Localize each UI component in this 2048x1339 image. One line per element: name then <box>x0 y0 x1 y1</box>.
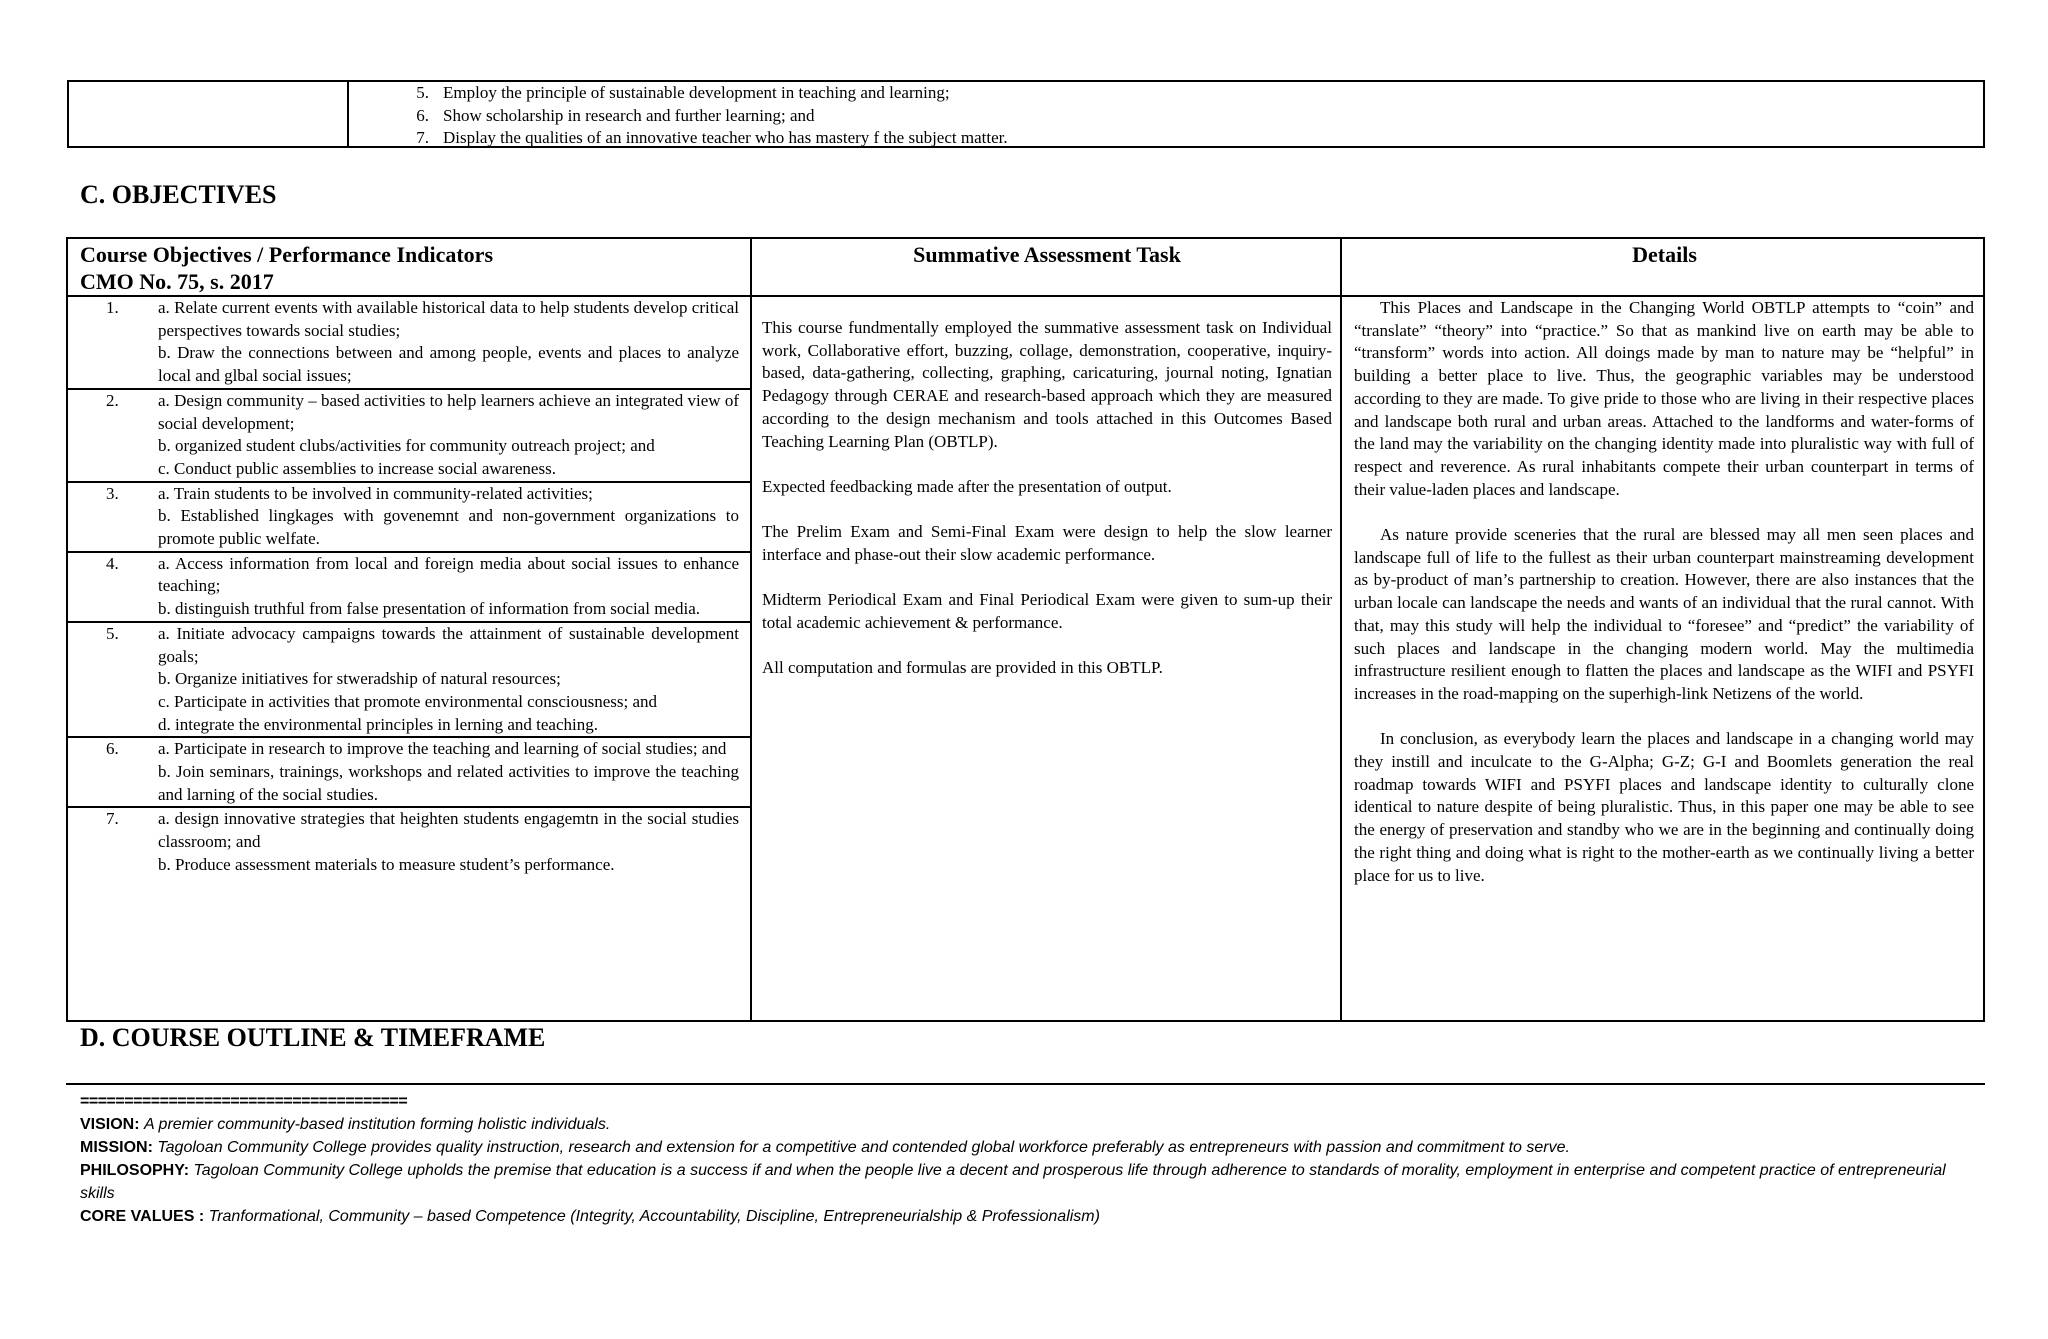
objective-body <box>158 297 739 388</box>
objective-number: 3. <box>106 483 119 503</box>
program-outcome-number: 5. <box>416 83 429 102</box>
section-d-title: D. COURSE OUTLINE & TIMEFRAME <box>80 1023 546 1052</box>
column-divider <box>1340 239 1342 1020</box>
objective-line: a. Access information from local and foreign media about social issues to enhance teaching; <box>158 553 739 596</box>
objective-line: b. organized student clubs/activities for community outreach project; and <box>158 436 655 456</box>
header-details: Details <box>1632 242 1697 267</box>
summative-paragraph: Midterm Periodical Exam and Final Periodical Exam were given to sum-up their total academic achievement & performance. <box>762 590 1332 633</box>
objective-line: a. Participate in research to improve the teaching and learning of social studies; and <box>158 739 727 759</box>
program-outcomes-list <box>399 82 1008 150</box>
details-paragraph: In conclusion, as everybody learn the places and landscape in a changing world may they instill and inculcate to the G-Alpha; G-Z; G-I and Boomlets generation the real roadmap towards WIFI and PSYFI places and landscape identity to culturally clone identical to nature despite of being pluralistic. Thus, in this paper one may be able to see the energy of preservation and standby who we are in the beginning and continually doing the right thing and doing what is right to the mother-earth as we continually living a better place for us to live. <box>1354 729 1974 885</box>
header-summative: Summative Assessment Task <box>913 242 1181 267</box>
objective-row <box>68 738 751 808</box>
objective-line: b. distinguish truthful from false presentation of information from social media. <box>158 599 700 619</box>
objective-line: c. Participate in activities that promote environmental consciousness; and <box>158 691 658 711</box>
footer-separator: ===================================== <box>80 1093 408 1110</box>
objective-line: b. Draw the connections between and among people, events and places to analyze local and glbal social issues; <box>158 343 739 386</box>
objective-number: 4. <box>106 553 119 573</box>
objective-row <box>68 553 751 623</box>
objective-number: 7. <box>106 809 119 829</box>
objective-body <box>158 808 739 876</box>
objective-line: b. Join seminars, trainings, workshops and related activities to improve the teaching and larning of the social studies. <box>158 762 739 804</box>
objective-line: c. Conduct public assemblies to increase social awareness. <box>158 458 556 478</box>
objective-number: 6. <box>106 739 119 759</box>
objective-number: 1. <box>106 298 119 317</box>
objective-line: d. integrate the environmental principles in lerning and teaching. <box>158 714 598 734</box>
objective-line: a. Relate current events with available historical data to help students develop critical perspectives towards social studies; <box>158 298 739 340</box>
objective-line: a. Initiate advocacy campaigns towards the attainment of sustainable development goals; <box>158 623 739 666</box>
objective-line: a. Design community – based activities to help learners achieve an integrated view of social development; <box>158 390 739 433</box>
philosophy-label: PHILOSOPHY: <box>80 1162 190 1179</box>
core-values-line <box>80 1205 1960 1228</box>
mission-label: MISSION: <box>80 1139 153 1156</box>
vision-label: VISION: <box>80 1116 140 1133</box>
objectives-table <box>66 237 1985 1022</box>
program-outcome-number: 6. <box>416 105 429 125</box>
objective-body <box>158 553 739 621</box>
objective-row <box>68 483 751 553</box>
details-text <box>1354 297 1974 910</box>
core-values-label: CORE VALUES : <box>80 1208 205 1225</box>
objective-line: a. design innovative strategies that heighten students engagemtn in the social studies classroom; and <box>158 809 739 852</box>
objectives-list <box>68 297 751 928</box>
details-paragraph: This Places and Landscape in the Changing World OBTLP attempts to “coin” and “translate” “theory” into “practice.” So that as mankind live on earth may be able to “transform” words into action. All doings made by man to nature may be “helpful” in building a better place to live. Thus, the geographic variables may be understood according to they are made. To give pride to those who are living in their respective places and landscape both rural and urban areas. Attached to the landforms and water-forms of the land may the variability on the changing identity made into pluralistic way with full of respect and reverence. As rural inhabitants compete their urban counterpart in terms of their value-laden places and landscape. <box>1354 298 1974 499</box>
objective-body <box>158 483 739 551</box>
footer-rule <box>66 1083 1985 1085</box>
footer <box>80 1090 1960 1228</box>
philosophy-line <box>80 1159 1960 1205</box>
header-col1-line1: Course Objectives / Performance Indicators <box>80 242 494 267</box>
vision-line <box>80 1113 1960 1136</box>
objective-body <box>158 738 739 806</box>
objective-line: b. Organize initiatives for stweradship of natural resources; <box>158 669 561 689</box>
header-course-objectives <box>80 241 493 295</box>
objective-line: a. Train students to be involved in community-related activities; <box>158 483 593 503</box>
program-outcomes-table <box>67 80 1985 148</box>
mission-line <box>80 1136 1960 1159</box>
summative-paragraph: The Prelim Exam and Semi-Final Exam were design to help the slow learner interface and phase-out their slow academic performance. <box>762 522 1332 564</box>
program-outcome-text: Employ the principle of sustainable development in teaching and learning; <box>443 83 950 102</box>
summative-assessment-text <box>762 317 1332 703</box>
objective-row <box>68 390 751 483</box>
objective-line: b. Established lingkages with govenemnt and non-government organizations to promote public welfate. <box>158 506 739 549</box>
objective-number: 2. <box>106 390 119 410</box>
objective-body <box>158 390 739 481</box>
summative-paragraph: All computation and formulas are provided in this OBTLP. <box>762 658 1163 678</box>
philosophy-text: Tagoloan Community College upholds the premise that education is a success if and when the people live a decent and prosperous life through adherence to standards of morality, employment in enterprise and competent practice of entrepreneurial skills <box>80 1162 1946 1202</box>
program-outcome-text: Display the qualities of an innovative teacher who has mastery f the subject matter. <box>443 128 1008 147</box>
empty-left-cell <box>69 82 349 146</box>
summative-paragraph: Expected feedbacking made after the presentation of output. <box>762 476 1172 496</box>
program-outcome-item <box>399 105 1008 128</box>
header-col1-line2: CMO No. 75, s. 2017 <box>80 269 274 294</box>
details-paragraph: As nature provide sceneries that the rural are blessed may all men seen places and landscape full of life to the fullest as their urban counterpart mainstreaming development as by-product of man’s partnership to creation. However, there are also instances that the urban locale can landscape the needs and wants of an individual that the rural cannot. With that, may this study will help the individual to “foresee” and “predict” the variability of such places and landscape in the changing modern world. May the multimedia infrastructure resilient enough to flatten the places and landscape as the WIFI and PSYFI increases in the road-mapping on the superhigh-link Netizens of the world. <box>1354 525 1974 703</box>
program-outcome-number: 7. <box>416 128 429 147</box>
objective-body <box>158 623 739 737</box>
objective-row <box>68 297 751 390</box>
program-outcome-item <box>399 127 1008 150</box>
summative-paragraph: This course fundmentally employed the summative assessment task on Individual work, Collaborative effort, buzzing, collage, demonstration, cooperative, inquiry-based, data-gathering, collecting, graphing, caricaturing, journal noting, Ignatian Pedagogy through CERAE and research-based approach which they are measured according to the design mechanism and tools attached in this Outcomes Based Teaching Learning Plan (OBTLP). <box>762 318 1332 451</box>
objective-row <box>68 623 751 739</box>
mission-text: Tagoloan Community College provides quality instruction, research and extension for a competitive and contended global workforce preferably as entrepreneurs with passion and commitment to serve. <box>157 1139 1570 1156</box>
core-values-text: Tranformational, Community – based Competence (Integrity, Accountability, Discipline, Entrepreneurialship & Professionalism) <box>208 1208 1100 1225</box>
vision-text: A premier community-based institution forming holistic individuals. <box>144 1116 611 1133</box>
program-outcome-text: Show scholarship in research and further learning; and <box>443 105 815 125</box>
section-c-title: C. OBJECTIVES <box>80 180 277 209</box>
program-outcome-item <box>399 82 1008 105</box>
objective-number: 5. <box>106 623 119 643</box>
objective-row <box>68 808 751 928</box>
objective-line: b. Produce assessment materials to measure student’s performance. <box>158 854 615 874</box>
